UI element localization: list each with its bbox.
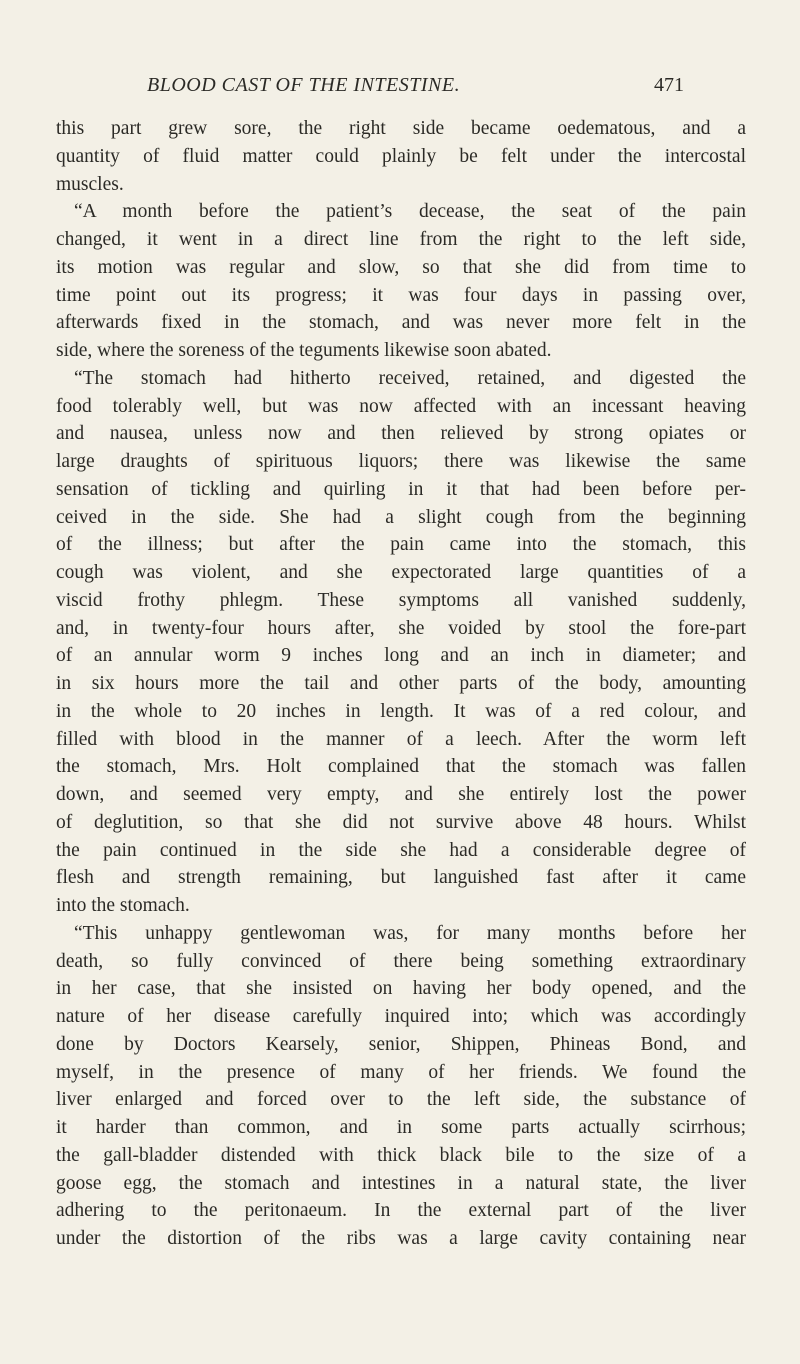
text-line: food tolerably well, but was now affected with an incessant heaving — [56, 395, 746, 417]
text-line: adhering to the peritonaeum. In the external part of the liver — [56, 1200, 746, 1222]
text-line: under the distortion of the ribs was a large cavity containing near — [56, 1228, 746, 1249]
text-line: into the stomach. — [56, 895, 190, 916]
running-header — [147, 74, 684, 104]
text-line: and, in twenty-four hours after, she voided by stool the fore-part — [56, 617, 746, 639]
text-line: “The stomach had hitherto received, retained, and digested the — [74, 367, 746, 389]
text-line: sensation of tickling and quirling in it that had been before per- — [56, 478, 746, 500]
text-line: ceived in the side. She had a slight cough from the beginning — [56, 506, 746, 528]
text-line: this part grew sore, the right side became oedematous, and a — [56, 118, 746, 139]
text-line: down, and seemed very empty, and she entirely lost the power — [56, 784, 746, 805]
text-line: changed, it went in a direct line from the right to the left side, — [56, 229, 746, 250]
text-line: the pain continued in the side she had a considerable degree of — [56, 839, 746, 861]
page-number: 471 — [654, 74, 684, 96]
text-line: nature of her disease carefully inquired into; which was accordingly — [56, 1006, 746, 1027]
text-line: in her case, that she insisted on having her body opened, and the — [56, 978, 746, 1000]
text-line: “This unhappy gentlewoman was, for many months before her — [74, 922, 746, 944]
text-line: in the whole to 20 inches in length. It was of a red colour, and — [56, 700, 746, 722]
text-line: of the illness; but after the pain came into the stomach, this — [56, 534, 746, 556]
text-line: the stomach, Mrs. Holt complained that the stomach was fallen — [56, 756, 746, 778]
text-line: time point out its progress; it was four days in passing over, — [56, 284, 746, 306]
text-line: cough was violent, and she expectorated large quantities of a — [56, 562, 746, 583]
text-line: afterwards fixed in the stomach, and was never more felt in the — [56, 312, 746, 334]
text-line: death, so fully convinced of there being something extraordinary — [56, 950, 746, 972]
text-line: muscles. — [56, 173, 124, 195]
text-line: of an annular worm 9 inches long and an inch in diameter; and — [56, 645, 746, 667]
text-line: goose egg, the stomach and intestines in a natural state, the liver — [56, 1172, 746, 1194]
text-line: viscid frothy phlegm. These symptoms all vanished suddenly, — [56, 589, 746, 611]
text-line: myself, in the presence of many of her friends. We found the — [56, 1061, 746, 1083]
body-text — [56, 115, 746, 1253]
text-line: flesh and strength remaining, but languished fast after it came — [56, 867, 746, 889]
text-line: quantity of fluid matter could plainly be felt under the intercostal — [56, 145, 746, 167]
text-line: side, where the soreness of the teguments likewise soon abated. — [56, 340, 552, 361]
text-line: filled with blood in the manner of a leech. After the worm left — [56, 728, 746, 750]
text-line: and nausea, unless now and then relieved by strong opiates or — [56, 423, 746, 445]
text-line: done by Doctors Kearsely, senior, Shippen, Phineas Bond, and — [56, 1033, 746, 1055]
text-line: its motion was regular and slow, so that she did from time to — [56, 256, 746, 278]
text-line: “A month before the patient’s decease, the seat of the pain — [74, 201, 746, 223]
text-line: the gall-bladder distended with thick black bile to the size of a — [56, 1144, 746, 1166]
text-line: large draughts of spirituous liquors; there was likewise the same — [56, 451, 746, 472]
running-title: BLOOD CAST OF THE INTESTINE. — [147, 74, 461, 96]
text-line: of deglutition, so that she did not survive above 48 hours. Whilst — [56, 811, 746, 833]
text-line: it harder than common, and in some parts actually scirrhous; — [56, 1117, 746, 1138]
text-line: in six hours more the tail and other parts of the body, amounting — [56, 673, 746, 694]
text-line: liver enlarged and forced over to the left side, the substance of — [56, 1089, 746, 1111]
